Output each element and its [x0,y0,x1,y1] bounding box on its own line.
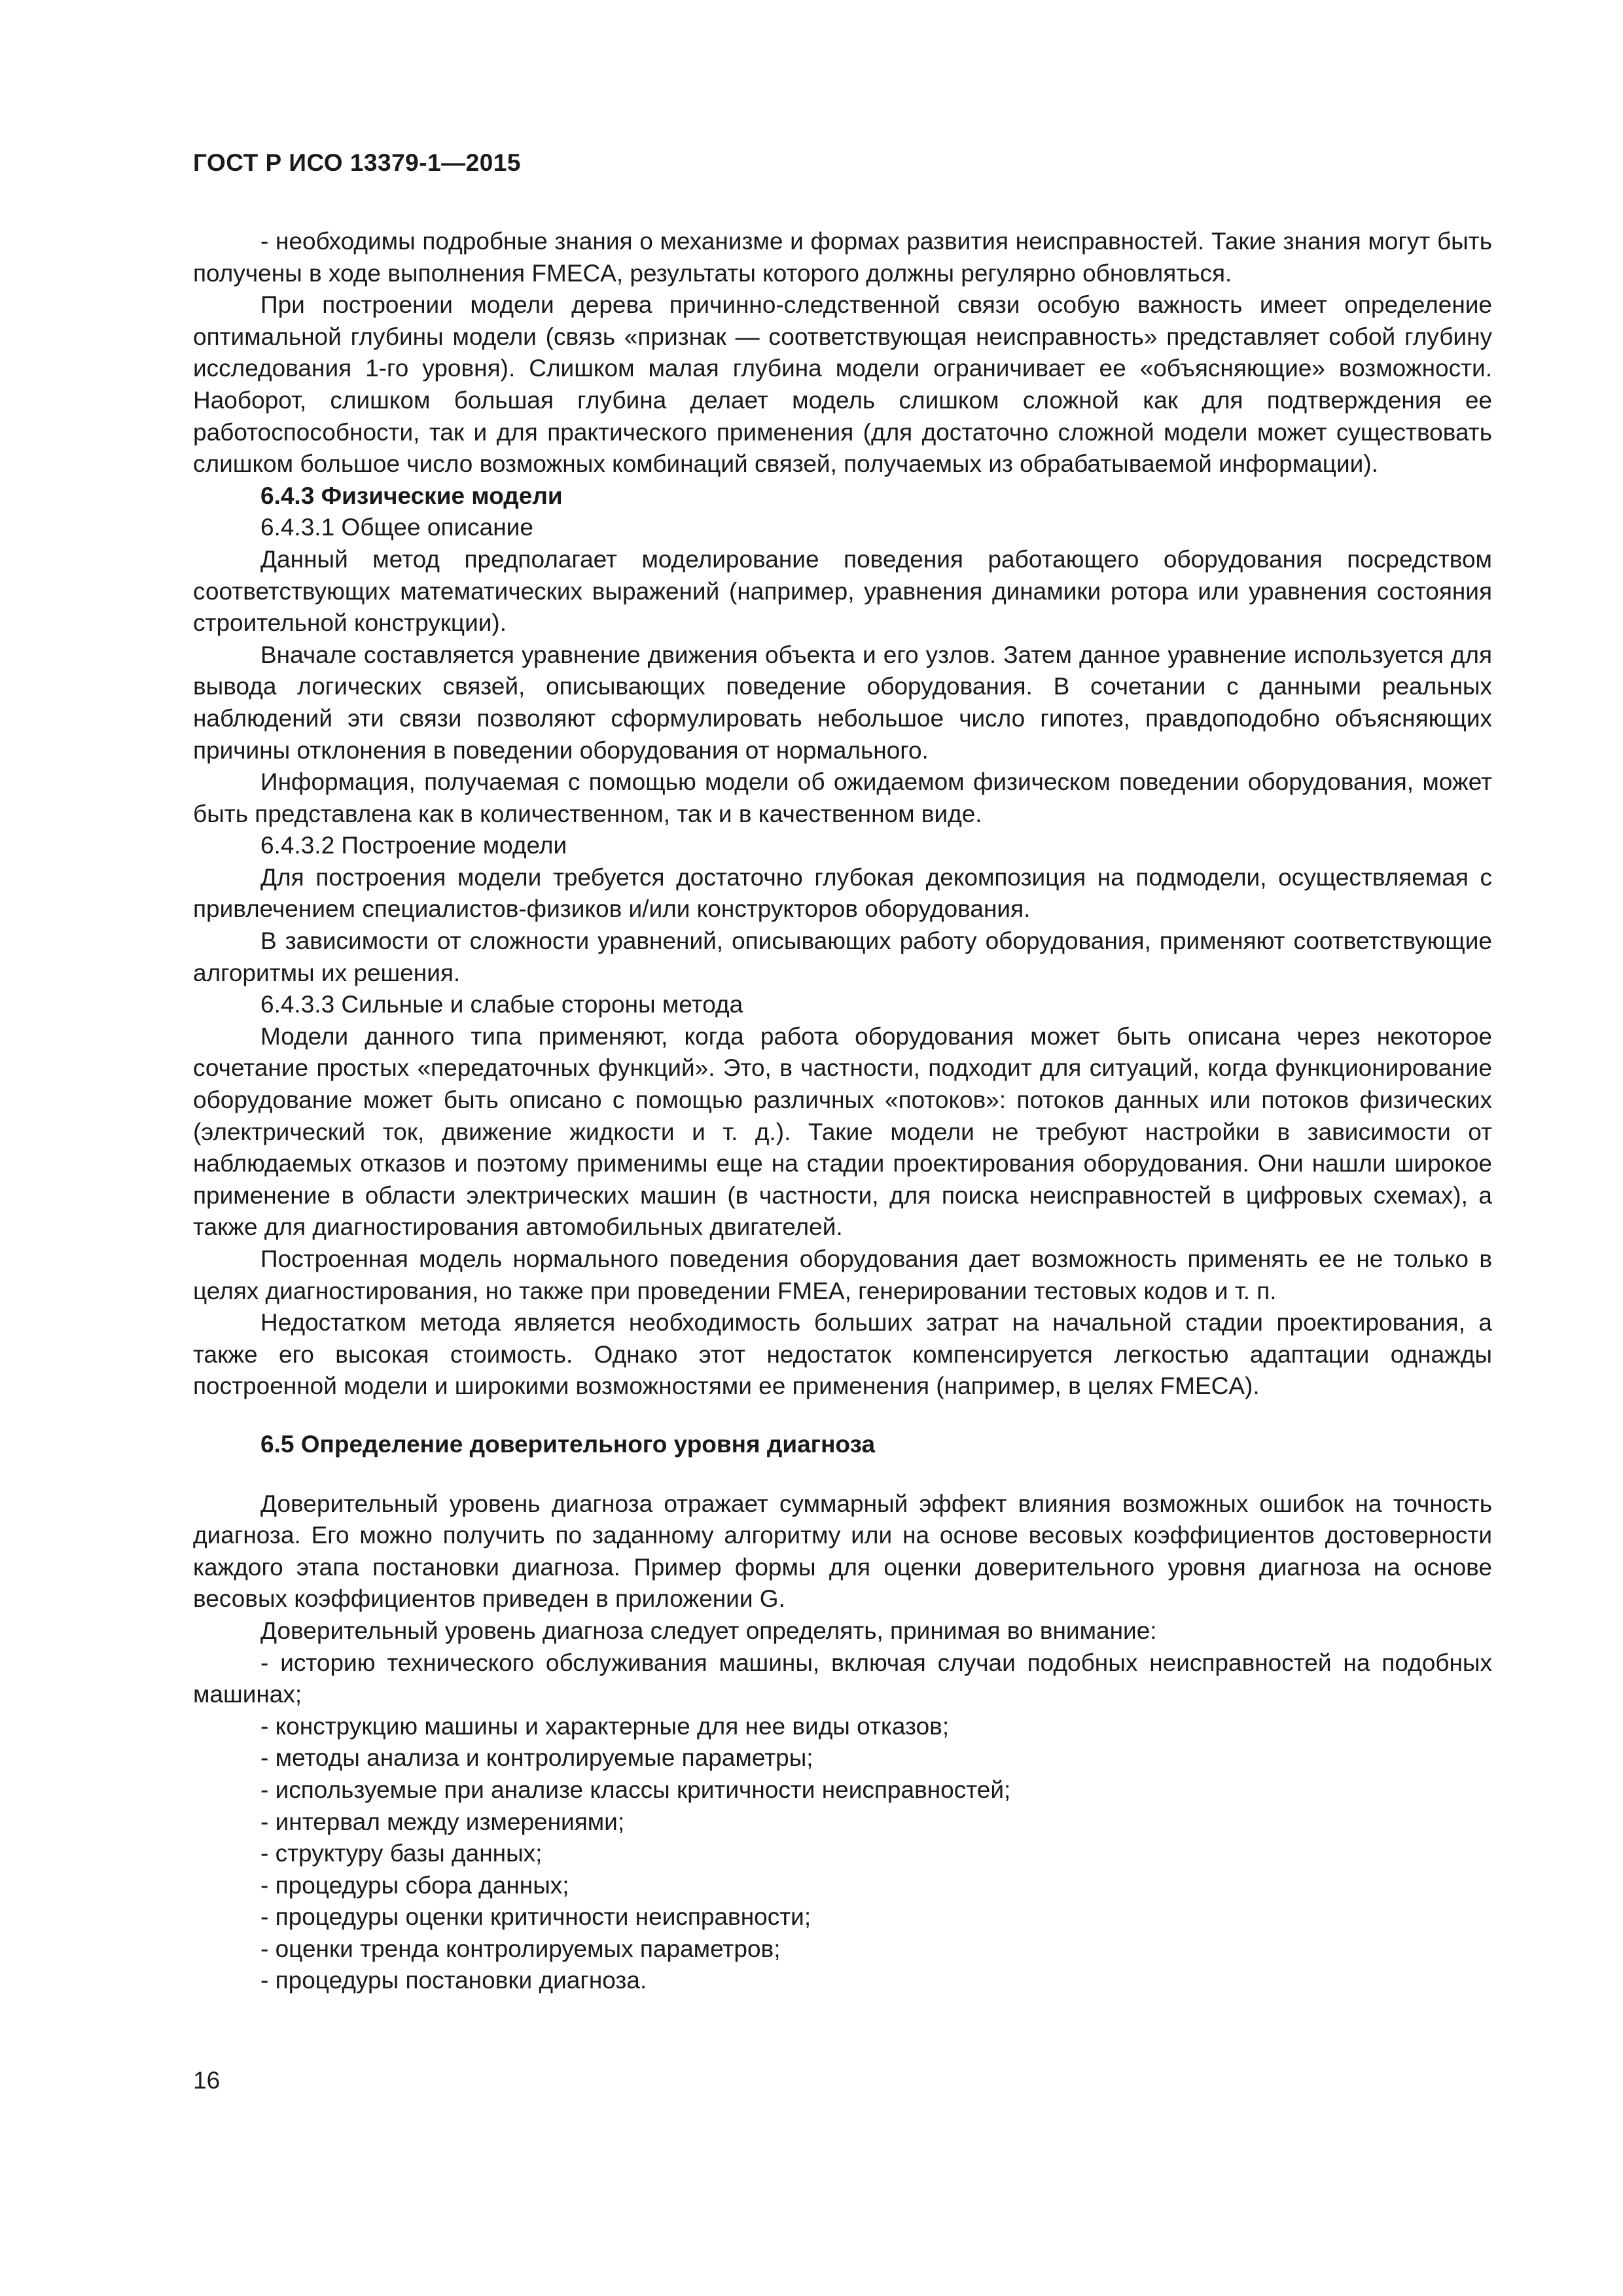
paragraph: Недостатком метода является необходимость больших затрат на начальной стадии проектирования, а также его высокая стоимость. Однако этот недостаток компенсируется легкостью адаптации однажды построенной модели и широкими возможностями ее применения (например, в целях FMECA). [193,1309,1492,1400]
list-item: - конструкцию машины и характерные для нее виды отказов; [260,1712,950,1740]
paragraph: Модели данного типа применяют, когда работа оборудования может быть описана через некоторое сочетание простых «передаточных функций». Это, в частности, подходит для ситуаций, когда функционирование оборудование может быть описано с помощью различных «потоков»: потоков данных или потоков физических (электрический ток, движение жидкости и т. д.). Такие модели не требуют настройки в зависимости от наблюдаемых отказов и поэтому применимы еще на стадии проектирования оборудования. Они нашли широкое применение в области электрических машин (в частности, для поиска неисправностей в цифровых схемах), а также для диагностирования автомобильных двигателей. [193,1022,1492,1241]
list-item: - оценки тренда контролируемых параметров; [260,1935,781,1962]
paragraph: Данный метод предполагает моделирование поведения работающего оборудования посредством соответствующих математических выражений (например, уравнения динамики ротора или уравнения состояния строительной конструкции). [193,545,1492,637]
list-item: - используемые при анализе классы критичности неисправностей; [260,1776,1011,1803]
paragraph: Информация, получаемая с помощью модели об ожидаемом физическом поведении оборудования, может быть представлена как в количественном, так и в качественном виде. [193,768,1492,827]
document-body [193,226,1492,1997]
paragraph: Вначале составляется уравнение движения объекта и его узлов. Затем данное уравнение используется для вывода логических связей, описывающих поведение оборудования. В сочетании с данными реальных наблюдений эти связи позволяют сформулировать небольшое число гипотез, правдоподобно объясняющих причины отклонения в поведении оборудования от нормального. [193,641,1492,764]
list-item: - структуру базы данных; [260,1840,543,1867]
page-number: 16 [193,2067,221,2094]
subsection-heading-6-4-3-1: 6.4.3.1 Общее описание [260,514,533,541]
list-item: - интервал между измерениями; [260,1808,625,1835]
paragraph: Доверительный уровень диагноза отражает суммарный эффект влияния возможных ошибок на точность диагноза. Его можно получить по заданному алгоритму или на основе весовых коэффициентов достоверности каждого этапа постановки диагноза. Пример формы для оценки доверительного уровня диагноза на основе весовых коэффициентов приведен в приложении G. [193,1490,1492,1613]
section-heading-6-4-3: 6.4.3 Физические модели [260,482,563,509]
list-item: - процедуры постановки диагноза. [260,1967,647,1994]
list-item: - процедуры оценки критичности неисправности; [260,1903,812,1931]
paragraph: Построенная модель нормального поведения оборудования дает возможность применять ее не только в целях диагностирования, но также при проведении FMEA, генерировании тестовых кодов и т. п. [193,1246,1492,1304]
list-item: - процедуры сбора данных; [260,1871,569,1899]
section-heading-6-5: 6.5 Определение доверительного уровня диагноза [260,1430,876,1458]
subsection-heading-6-4-3-3: 6.4.3.3 Сильные и слабые стороны метода [260,991,743,1018]
standard-title: ГОСТ Р ИСО 13379-1—2015 [193,149,521,176]
list-item: - методы анализа и контролируемые параметры; [260,1744,813,1772]
list-item: - историю технического обслуживания машины, включая случаи подобных неисправностей на подобных машинах; [193,1649,1492,1708]
subsection-heading-6-4-3-2: 6.4.3.2 Построение модели [260,832,567,859]
paragraph: Для построения модели требуется достаточно глубокая декомпозиция на подмодели, осуществляемая с привлечением специалистов-физиков и/или конструкторов оборудования. [193,863,1492,923]
paragraph: - необходимы подробные знания о механизме и формах развития неисправностей. Такие знания могут быть получены в ходе выполнения FMECA, результаты которого должны регулярно обновляться. [193,228,1492,287]
paragraph: Доверительный уровень диагноза следует определять, принимая во внимание: [260,1617,1157,1644]
paragraph: При построении модели дерева причинно-следственной связи особую важность имеет определение оптимальной глубины модели (связь «признак — соответствующая неисправность» представляет собой глубину исследования 1-го уровня). Слишком малая глубина модели ограничивает ее «объясняющие» возможности. Наоборот, слишком большая глубина делает модель слишком сложной как для подтверждения ее работоспособности, так и для практического применения (для достаточно сложной модели может существовать слишком большое число возможных комбинаций связей, получаемых из обрабатываемой информации). [193,291,1492,478]
paragraph: В зависимости от сложности уравнений, описывающих работу оборудования, применяют соответствующие алгоритмы их решения. [193,927,1492,986]
